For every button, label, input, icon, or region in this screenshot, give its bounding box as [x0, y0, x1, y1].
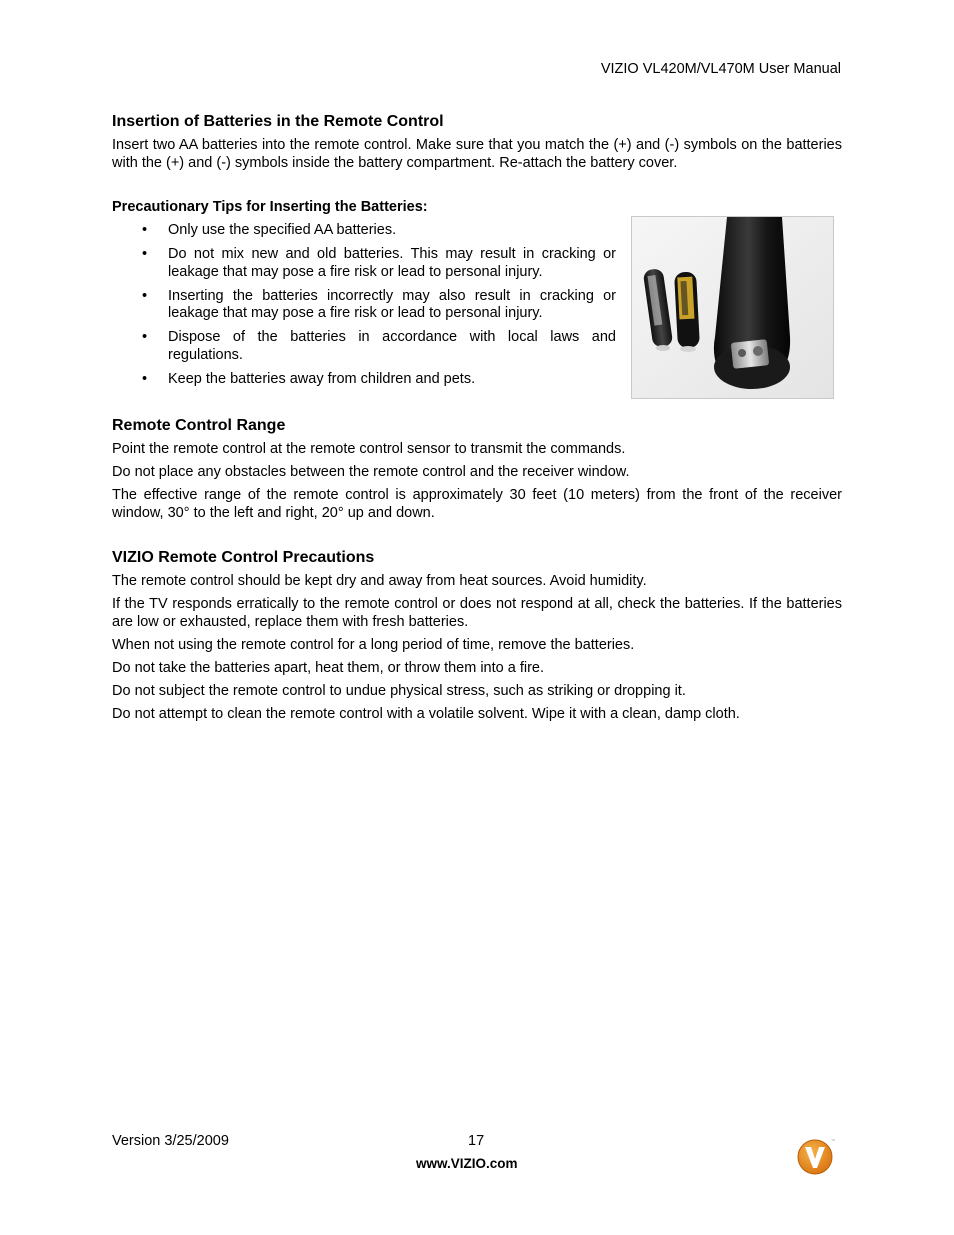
- bullet-icon: •: [142, 222, 148, 238]
- bullet-icon: •: [142, 370, 148, 387]
- range-section: [112, 417, 842, 522]
- list-item: [112, 371, 616, 389]
- manual-title: VIZIO VL420M/VL470M User Manual: [600, 61, 841, 77]
- list-item-text: Do not mix new and old batteries. This may result in cracking or leakage that may pose a fire risk or lead to personal injury.: [168, 246, 616, 280]
- range-heading: Remote Control Range: [112, 417, 286, 434]
- list-item: [112, 222, 616, 240]
- range-paragraph: Do not place any obstacles between the remote control and the receiver window.: [112, 464, 630, 480]
- precautions-heading: VIZIO Remote Control Precautions: [112, 549, 375, 566]
- footer-website: www.VIZIO.com: [416, 1156, 518, 1171]
- precautions-paragraph: Do not subject the remote control to undue physical stress, such as striking or dropping it.: [112, 682, 686, 699]
- list-item: [112, 329, 616, 364]
- tips-list: [112, 222, 616, 388]
- precautions-paragraph: If the TV responds erratically to the remote control or does not respond at all, check the batteries. If the batteries are low or exhausted, replace them with fresh batteries.: [112, 596, 842, 630]
- bullet-icon: •: [142, 246, 148, 262]
- list-item: [112, 246, 616, 281]
- list-item-text: Inserting the batteries incorrectly may also result in cracking or leakage that may pose a fire risk or lead to personal injury.: [168, 287, 616, 321]
- page-content: [112, 113, 842, 729]
- range-paragraph: Point the remote control at the remote control sensor to transmit the commands.: [112, 441, 626, 457]
- precautions-paragraph: Do not take the batteries apart, heat them, or throw them into a fire.: [112, 659, 545, 676]
- page-number: 17: [468, 1133, 485, 1149]
- batteries-heading: Insertion of Batteries in the Remote Control: [112, 113, 444, 130]
- list-item-text: Keep the batteries away from children and pets.: [168, 370, 476, 387]
- batteries-section: [112, 113, 842, 172]
- bullet-icon: •: [142, 287, 148, 304]
- remote-battery-photo: [631, 216, 834, 399]
- tips-section: [112, 199, 842, 417]
- tips-heading: Precautionary Tips for Inserting the Batteries:: [112, 199, 428, 215]
- batteries-paragraph: Insert two AA batteries into the remote control. Make sure that you match the (+) and (-) symbols on the batteries with the (+) and (-) symbols inside the battery compartment. Re-attach the battery cover.: [112, 137, 842, 171]
- precautions-paragraph: The remote control should be kept dry and away from heat sources. Avoid humidity.: [112, 573, 647, 589]
- precautions-section: [112, 549, 842, 723]
- list-item-text: Dispose of the batteries in accordance with local laws and regulations.: [168, 329, 616, 363]
- footer-version: Version 3/25/2009: [112, 1133, 229, 1149]
- range-paragraph: The effective range of the remote control is approximately 30 feet (10 meters) from the front of the receiver window, 30° to the left and right, 20° up and down.: [112, 487, 842, 521]
- bullet-icon: •: [142, 329, 148, 345]
- list-item: [112, 288, 616, 323]
- list-item-text: Only use the specified AA batteries.: [168, 222, 397, 238]
- precautions-paragraph: When not using the remote control for a long period of time, remove the batteries.: [112, 636, 635, 653]
- vizio-logo-icon: [797, 1137, 835, 1175]
- svg-text:™: ™: [831, 1138, 835, 1143]
- precautions-paragraph: Do not attempt to clean the remote control with a volatile solvent. Wipe it with a clean, damp cloth.: [112, 705, 740, 722]
